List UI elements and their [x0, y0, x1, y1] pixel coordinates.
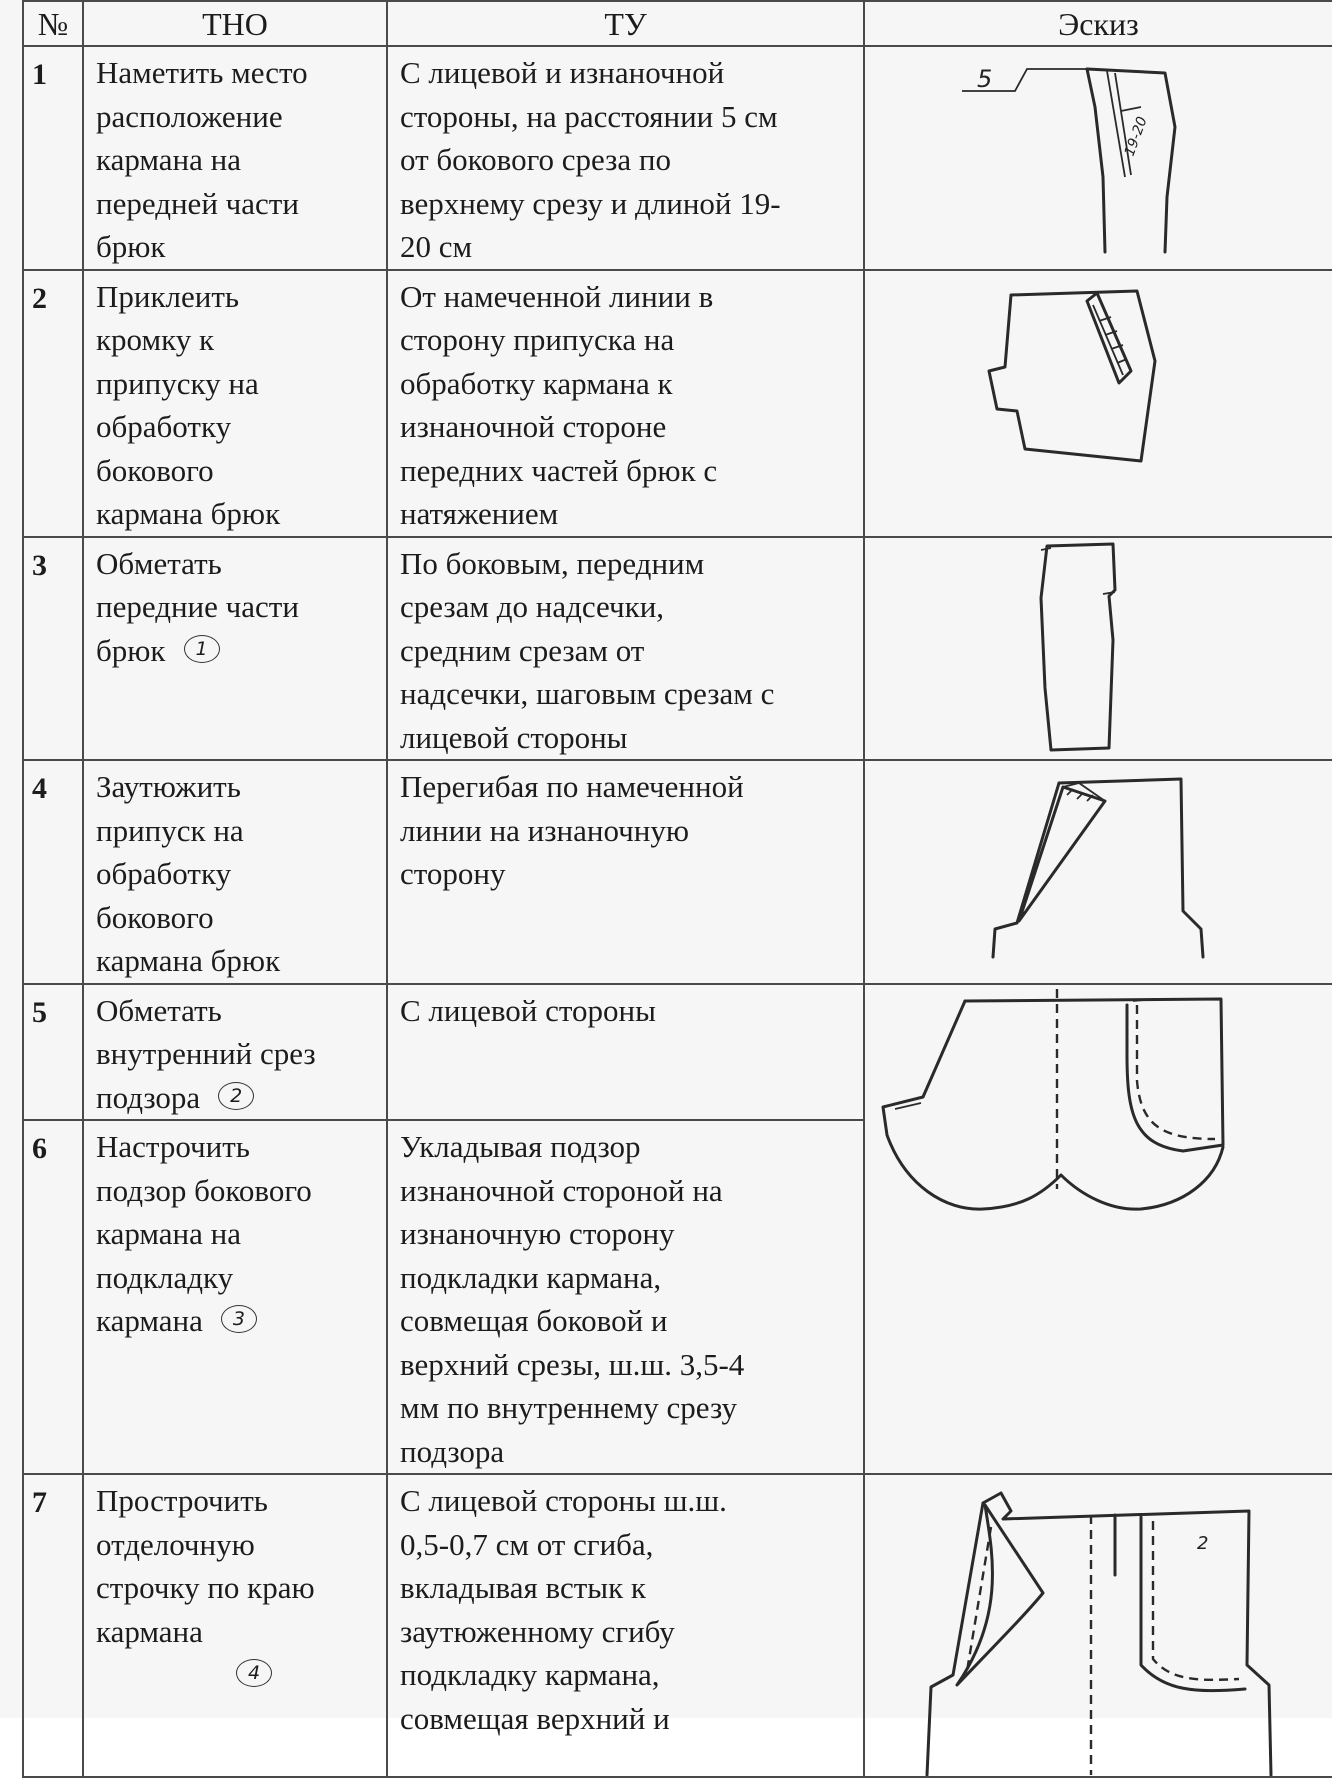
- sketch-cell: [864, 46, 1332, 270]
- header-tno: ТНО: [83, 1, 387, 46]
- tno-cell: [83, 46, 387, 270]
- sketch-cell: [864, 984, 1332, 1475]
- tu-cell: [387, 984, 864, 1121]
- tno-cell: [83, 270, 387, 537]
- tu-text: От намеченной линии в сторону припуска на обработку кармана к изнаночной стороне передних частей брюк с натяжением: [400, 278, 718, 531]
- tno-cell: [83, 760, 387, 984]
- tu-cell: [387, 270, 864, 537]
- sketch-cell: [864, 537, 1332, 761]
- topstitched-pocket-icon: [865, 1475, 1332, 1777]
- tu-text: С лицевой стороны ш.ш. 0,5-0,7 см от сгиба, вкладывая встык к заутюженному сгибу подкладку кармана, совмещая верхний и: [400, 1483, 727, 1736]
- table-row: [23, 46, 1332, 270]
- tu-text: По боковым, передним срезам до надсечки, средним срезам от надсечки, шаговым срезам с лицевой стороны: [400, 545, 775, 755]
- sketch-cell: [864, 760, 1332, 984]
- tu-cell: [387, 760, 864, 984]
- row-number: 2: [23, 270, 83, 537]
- pocket-facing-icon: [865, 985, 1332, 1451]
- tno-cell: [83, 1120, 387, 1474]
- tno-cell: [83, 537, 387, 761]
- tno-text: [84, 1121, 386, 1343]
- table-row: [23, 760, 1332, 984]
- tu-cell: [387, 1120, 864, 1474]
- row-number: 5: [23, 984, 83, 1121]
- operation-mark: 4: [236, 1659, 272, 1687]
- row-number: 1: [23, 46, 83, 270]
- row-number: 7: [23, 1474, 83, 1777]
- sketch-cell: [864, 1474, 1332, 1777]
- tu-text: С лицевой стороны: [400, 992, 656, 1028]
- sketch-label: 2: [1197, 1533, 1209, 1554]
- tno-cell: [83, 984, 387, 1121]
- tno-text: [84, 538, 386, 673]
- tu-text: Перегибая по намеченной линии на изнаночную сторону: [400, 769, 744, 891]
- sketch-cell: [864, 270, 1332, 537]
- header-num: №: [23, 1, 83, 46]
- header-tu: ТУ: [387, 1, 864, 46]
- tno-text: Приклеить кромку к припуску на обработку бокового кармана брюк: [96, 278, 281, 531]
- tno-text: [84, 985, 386, 1120]
- tu-cell: [387, 1474, 864, 1777]
- tno-cell: [83, 1474, 387, 1777]
- tno-label: Настрочить подзор бокового кармана на подкладку кармана: [96, 1129, 312, 1338]
- edge-tape-icon: [865, 271, 1332, 530]
- tu-cell: [387, 46, 864, 270]
- operation-mark: 2: [218, 1082, 254, 1110]
- table-row: [23, 537, 1332, 761]
- sketch-label: 19-20: [1121, 114, 1151, 159]
- tu-text: С лицевой и изнаночной стороны, на расстоянии 5 см от бокового среза по верхнему срезу и длиной 19- 20 см: [400, 55, 781, 264]
- operation-mark: 1: [184, 635, 220, 663]
- header-sketch: Эскиз: [864, 1, 1332, 46]
- front-panel-outline-icon: [865, 538, 1332, 758]
- tno-label: Прострочить отделочную строчку по краю кармана: [96, 1483, 315, 1649]
- row-number: 6: [23, 1120, 83, 1474]
- sketch-label: 5: [977, 65, 993, 93]
- tno-text: [84, 1475, 386, 1697]
- tno-text: Заутюжить припуск на обработку бокового кармана брюк: [96, 769, 281, 978]
- tno-label: Обметать внутренний срез подзора: [96, 992, 316, 1115]
- row-number: 3: [23, 537, 83, 761]
- tu-text: Укладывая подзор изнаночной стороной на изнаночную сторону подкладки кармана, совмещая боковой и верхний срезы, ш.ш. 3,5-4 мм по внутреннему срезу подзора: [400, 1129, 745, 1469]
- operation-mark: 3: [221, 1305, 257, 1333]
- pressed-allowance-icon: [865, 761, 1332, 979]
- table-row: [23, 270, 1332, 537]
- tno-text: Наметить место расположение кармана на передней части брюк: [96, 55, 308, 264]
- table-row: [23, 1474, 1332, 1777]
- tu-cell: [387, 537, 864, 761]
- table-row: [23, 984, 1332, 1121]
- technology-table: [22, 0, 1332, 1778]
- table-header-row: [23, 1, 1332, 46]
- row-number: 4: [23, 760, 83, 984]
- tno-label: Обметать передние части брюк: [96, 545, 299, 668]
- front-panel-marking-icon: [865, 47, 1332, 254]
